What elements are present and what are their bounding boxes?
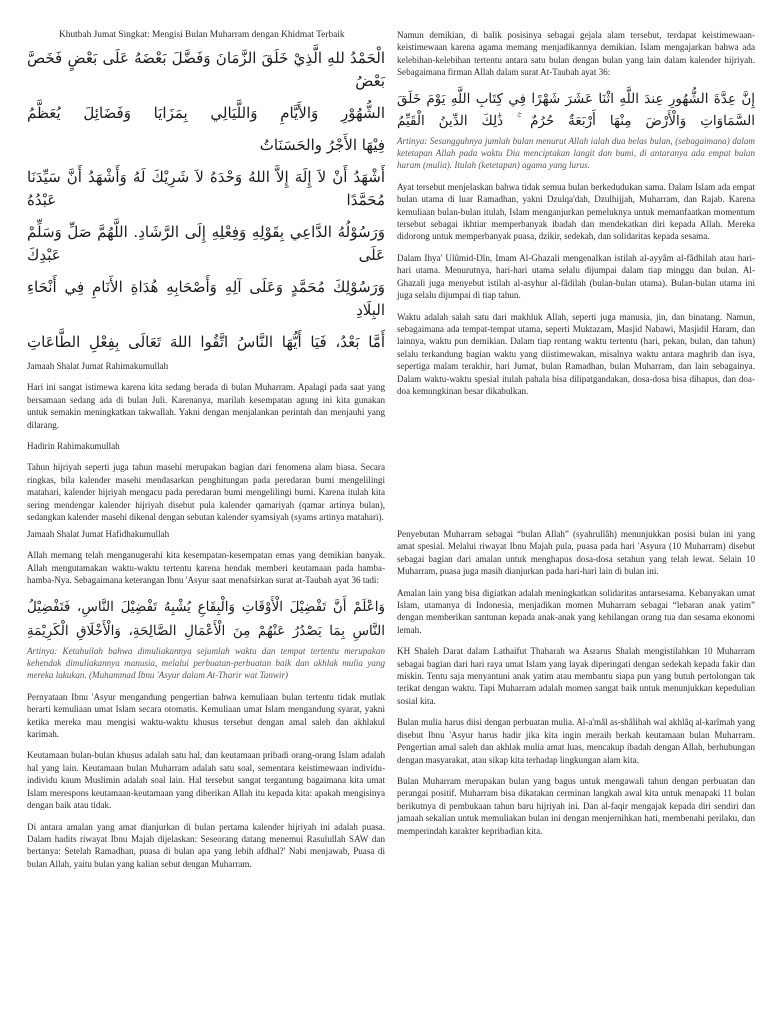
paragraph: Namun demikian, di balik posisinya sebagai gejala alam tersebut, terdapat keistimewaan-keistimewaan karena agama memang menjadikannya demikian. Islam mengajarkan bahwa ada kelebihan-kelebihan tertentu antara satu bulan dengan bulan yang lain dalam kalender hijriyah. Sebagaimana firman Allah dalam surat At-Taubah ayat 36:: [397, 30, 755, 78]
paragraph: Waktu adalah salah satu dari makhluk Allah, seperti juga manusia, jin, dan binatang. Namun, sebagaimana ada tempat-tempat utama, seperti Muktazam, Masjid Nabawi, Masjidil Haram, dan lainnya, waktu pun demikian. Dalam tiap rentang waktu tertentu (hari, pekan, bulan, dan tahun) selalu terkandung bagian waktu yang diistimewakan, misalnya waktu antara maghrib dan isya, sepertiga malam terakhir, hari Jumat, bulan Ramadhan, bulan Muharram, dan lain sebagainya. Dalam waktu-waktu spesial itulah pahala bisa dilipatgandakan, dosa-dosa bisa dihapus, dan doa-doa kemungkinan besar dikabulkan.: [397, 311, 755, 396]
arabic-opening-line-6: وَرَسُوْلِكَ مُحَمَّدٍ وَعَلَى آلِهِ وَأَصْحَابِهِ هُدَاةِ الأَنَامِ فِي أَنْحَاءِ البِلَادِ: [27, 278, 385, 319]
paragraph: Allah memang telah menganugerahi kita kesempatan-kesempatan emas yang demikian banyak. Allah mengutamakan waktu-waktu tertentu karena hendak memberi keutamaan pada hamba-hamba-Nya. Sebagaimana keterangan Ibnu 'Asyur saat menafsirkan surat at-Taubah ayat 36 tadi:: [27, 550, 385, 586]
section-heading: Hadirin Rahimakumullah: [27, 441, 120, 452]
section-opening: [27, 29, 385, 532]
arabic-opening-line-5: وَرَسُوْلُهُ الدَّاعِي بِقَوْلِهِ وَفِعْلِهِ إِلَى الرَّشَادِ. اللَّهُمَّ صَلِّ وَسَلِّمْ عَلَى عَبْدِكَ: [27, 223, 385, 264]
arabic-opening-line-3: فِيْهَا الأَجْرُ والحَسَنَاتُ: [259, 136, 385, 154]
section-ibnu-asyur: [27, 528, 385, 879]
paragraph: Pernyataan Ibnu 'Asyur mengandung pengertian bahwa kemuliaan bulan tertentu tidak mutlak berarti kemuliaan umat Islam secara otomatis. Kemuliaan umat Islam mengandung syarat, yakni ketika mereka mau mengisi waktu-waktu khusus tersebut dengan amal saleh dan akhlakul karimah.: [27, 691, 385, 740]
page-title: Khutbah Jumat Singkat: Mengisi Bulan Muharram dengan Khidmat Terbaik: [59, 30, 345, 40]
paragraph: Bulan mulia harus diisi dengan perbuatan mulia. Al-a'mâl as-shâlihah wal akhlâq al-karîmah yang disebut Ibnu 'Asyur harus hadir jika kita ingin meraih berkah keutamaan bulan Muharram. Pengertian amal saleh dan akhlak mulia amat luas, mencakup ibadah dengan Allah, berhubungan dengan masyarakat, atau sikap kita terhadap lingkungan alam kita.: [397, 717, 755, 765]
paragraph: Dalam Ihya' Ulûmid-Dîn, Imam Al-Ghazali mengenalkan istilah al-ayyâm al-fâdhilah atau hari-hari utama. Menurutnya, hari-hari utama selalu dijumpai dalam tiap minggu dan bulan. Al-Ghazali juga menyebut istilah al-asyhur al-fâdilah (bulan-bulan utama). Bulan-bulan utama ini juga selalu dijumpai di tiap tahun.: [397, 252, 755, 301]
section-closing: [397, 528, 755, 846]
arabic-verse-line-2: السَّمَاوَاتِ وَالْأَرْضَ مِنْهَا أَرْبَعَةٌ حُرُمٌ ۚ ذَٰلِكَ الدِّينُ الْقَيِّمُ: [397, 112, 755, 129]
section-heading: Jamaah Shalat Jumat Rahimakumullah: [27, 361, 169, 371]
paragraph: Hari ini sangat istimewa karena kita sedang berada di bulan Muharram. Apalagi pada saat yang bersamaan sedang ada di bulan Juli. Karenanya, marilah kesempatan agung ini kita gunakan untuk semakin meningkatkan takwallah. Yakni dengan menjalankan perintah dan menjauhi yang dilarang.: [27, 382, 385, 430]
quote-translation: Artinya: Ketahuilah bahwa dimuliakannya sejumlah waktu dan tempat tertentu merupakan kehendak dimuliakannya manusia, melalui perbuatan-perbuatan baik dan akhlak mulia yang mereka lakukan. (Muhammad Ibnu 'Asyur dalam At-Tharir wat Tanwir): [27, 645, 385, 681]
arabic-opening-line-7: أَمَّا بَعْدُ، فَيَا أَيُّهَا النَّاسُ اتَّقُوا اللهَ تَعَالَى بِفِعْلِ الطَّاعَاتِ: [27, 333, 385, 351]
paragraph: Tahun hijriyah seperti juga tahun masehi merupakan bagian dari fenomena alam biasa. Secara ringkas, bila kalender masehi mendasarkan penghitungan pada peredaran bumi mengelilingi matahari, kalender hijriyah mengacu pada peredaran bumi mengelilingi bumi. Karena itulah kita sering mendengar kalender hijriyah disebut pula kalender qamariyah (qamar artinya bulan), sedangkan kalender masehi dikenal dengan sebutan kalender syamsiyah (syams artinya matahari).: [27, 462, 385, 523]
paragraph: Amalan lain yang bisa digiatkan adalah meningkatkan solidaritas antarsesama. Kebanyakan umat Islam, utamanya di Indonesia, menjadikan momen Muharram sebagai “lebaran anak yatim” dengan memberikan santunan kepada anak-anak yang kehilangan orang tua dan sesama ekonomi lemah.: [397, 587, 755, 635]
paragraph: Di antara amalan yang amat dianjurkan di bulan pertama kalender hijriyah ini adalah puasa. Dalam hadits riwayat Ibnu Majah dijelaskan: Seseorang datang menemui Rasulullah SAW dan bertanya: Setelah Ramadhan, puasa di bulan apa yang lebih afdhal?' Nabi menjawab, Puasa di bulan Allah, yaitu bulan yang kalian sebut dengan Muharram.: [27, 821, 385, 869]
paragraph: Bulan Muharram merupakan bulan yang bagus untuk mengawali tahun dengan perbuatan dan perangai positif. Muharram bisa dikatakan cerminan langkah awal kita untuk menapaki 11 bulan berikutnya di pembukaan tahun baru hijriyah ini. Dan al-faqir mengajak kepada diri sendiri dan jamaah sekalian untuk memuliakan bulan ini dengan menjernihkan hati, membenahi perilaku, dan memperindah karakter kepribadian kita.: [397, 775, 755, 836]
arabic-quote-line-1: وَاعْلَمْ أَنَّ تَفْضِيْلَ الْأَوْقَاتِ وَالْبِقَاعِ يُشْبِهُ تَفْضِيْلَ النَّاسِ، فَتَفْضِيْلُ: [27, 598, 385, 615]
arabic-opening-line-1: الْحَمْدُ للهِ الَّذِيْ خَلَقَ الزَّمَانَ وَفَضَّلَ بَعْضَهُ عَلَى بَعْضٍ فَخَصَّ بَعْضُ: [27, 49, 385, 90]
arabic-opening-line-4: أَشْهَدُ أَنْ لاَ إِلَهَ إِلاَّ اللهُ وَحْدَهُ لاَ شَرِيْكَ لَهُ وَأَشْهَدُ أَنَّ سَيِّدَنَا مُحَمَّدًا عَبْدُهُ: [27, 168, 385, 209]
section-heading: Jamaah Shalat Jumat Hafidhakumullah: [27, 529, 170, 539]
arabic-quote-line-2: النَّاسِ بِمَا يَصْدُرُ عَنْهُمْ مِنَ الْأَعْمَالِ الصَّالِحَةِ، وَالْأَخْلَاقِ الْكَرِيْمَةِ: [27, 622, 385, 639]
verse-translation: Artinya: Sesungguhnya jumlah bulan menurut Allah ialah dua belas bulan, (sebagaimana) dalam ketetapan Allah pada waktu Dia menciptakan langit dan bumi, di antaranya ada empat bulan haram (mulia). Itulah (ketetapan) agama yang lurus.: [397, 135, 755, 171]
section-at-taubah: [397, 29, 755, 406]
paragraph: KH Shaleh Darat dalam Lathaifut Thaharah wa Asrarus Shalah mengistilahkan 10 Muharram sebagai bagian dari hari raya umat Islam yang layak diperingati dengan sedekah kepada fakir dan miskin. Tentu saja menyantuni anak yatim atau membantu siapa pun yang butuh pertolongan tak terikat dengan waktu. Tapi Muharram adalah momen sangat baik untuk menunjukkan kepedulian sosial kita.: [397, 646, 755, 706]
paragraph: Keutamaan bulan-bulan khusus adalah satu hal, dan keutamaan pribadi orang-orang Islam adalah hal yang lain. Keutamaan bulan Muharram adalah satu soal, sementara keistimewaan individu-individu kaum Muslimin adalah soal lain. Hal tersebut sangat tergantung bagaimana kita umat Islam merespons keutamaan-keutamaan yang diberikan Allah itu kepada kita: apakah mengisinya dengan baik atau tidak.: [27, 750, 385, 811]
paragraph: Penyebutan Muharram sebagai “bulan Allah” (syahrullâh) menunjukkan posisi bulan ini yang amat spesial. Melalui riwayat Ibnu Majah pula, puasa pada hari 'Asyura (10 Muharram) disebut sebagai bagian dari amalan untuk menghapus dosa-dosa setahun yang telah lewat. Selain 10 Muharram, puasa juga masih dianjurkan pada hari-hari lain di bulan ini.: [397, 529, 755, 577]
arabic-opening-line-2: الشُّهُوْرِ وَالأَيَّامِ وَاللَّيَالِي بِمَزَايَا وَفَضَائِلَ يُعَظَّمُ: [27, 104, 385, 122]
arabic-verse-line-1: إِنَّ عِدَّةَ الشُّهُورِ عِندَ اللَّهِ اثْنَا عَشَرَ شَهْرًا فِي كِتَابِ اللَّهِ يَوْمَ خَلَقَ: [397, 90, 755, 107]
paragraph: Ayat tersebut menjelaskan bahwa tidak semua bulan berkedudukan sama. Dalam Islam ada empat bulan utama di luar Ramadhan, yakni Dzulqa'dah, Dzulhijjah, Muharram, dan Rajab. Karena kemuliaan bulan-bulan itulah, Islam menganjurkan pemeluknya untuk memanfaatkan momentum tersebut sebagai ikhtiar memperbanyak ibadah dan mendekatkan diri kepada Allah. Mereka didorong untuk memperbanyak puasa, dzikir, sedekah, dan solidaritas kepada sesama.: [397, 181, 755, 242]
